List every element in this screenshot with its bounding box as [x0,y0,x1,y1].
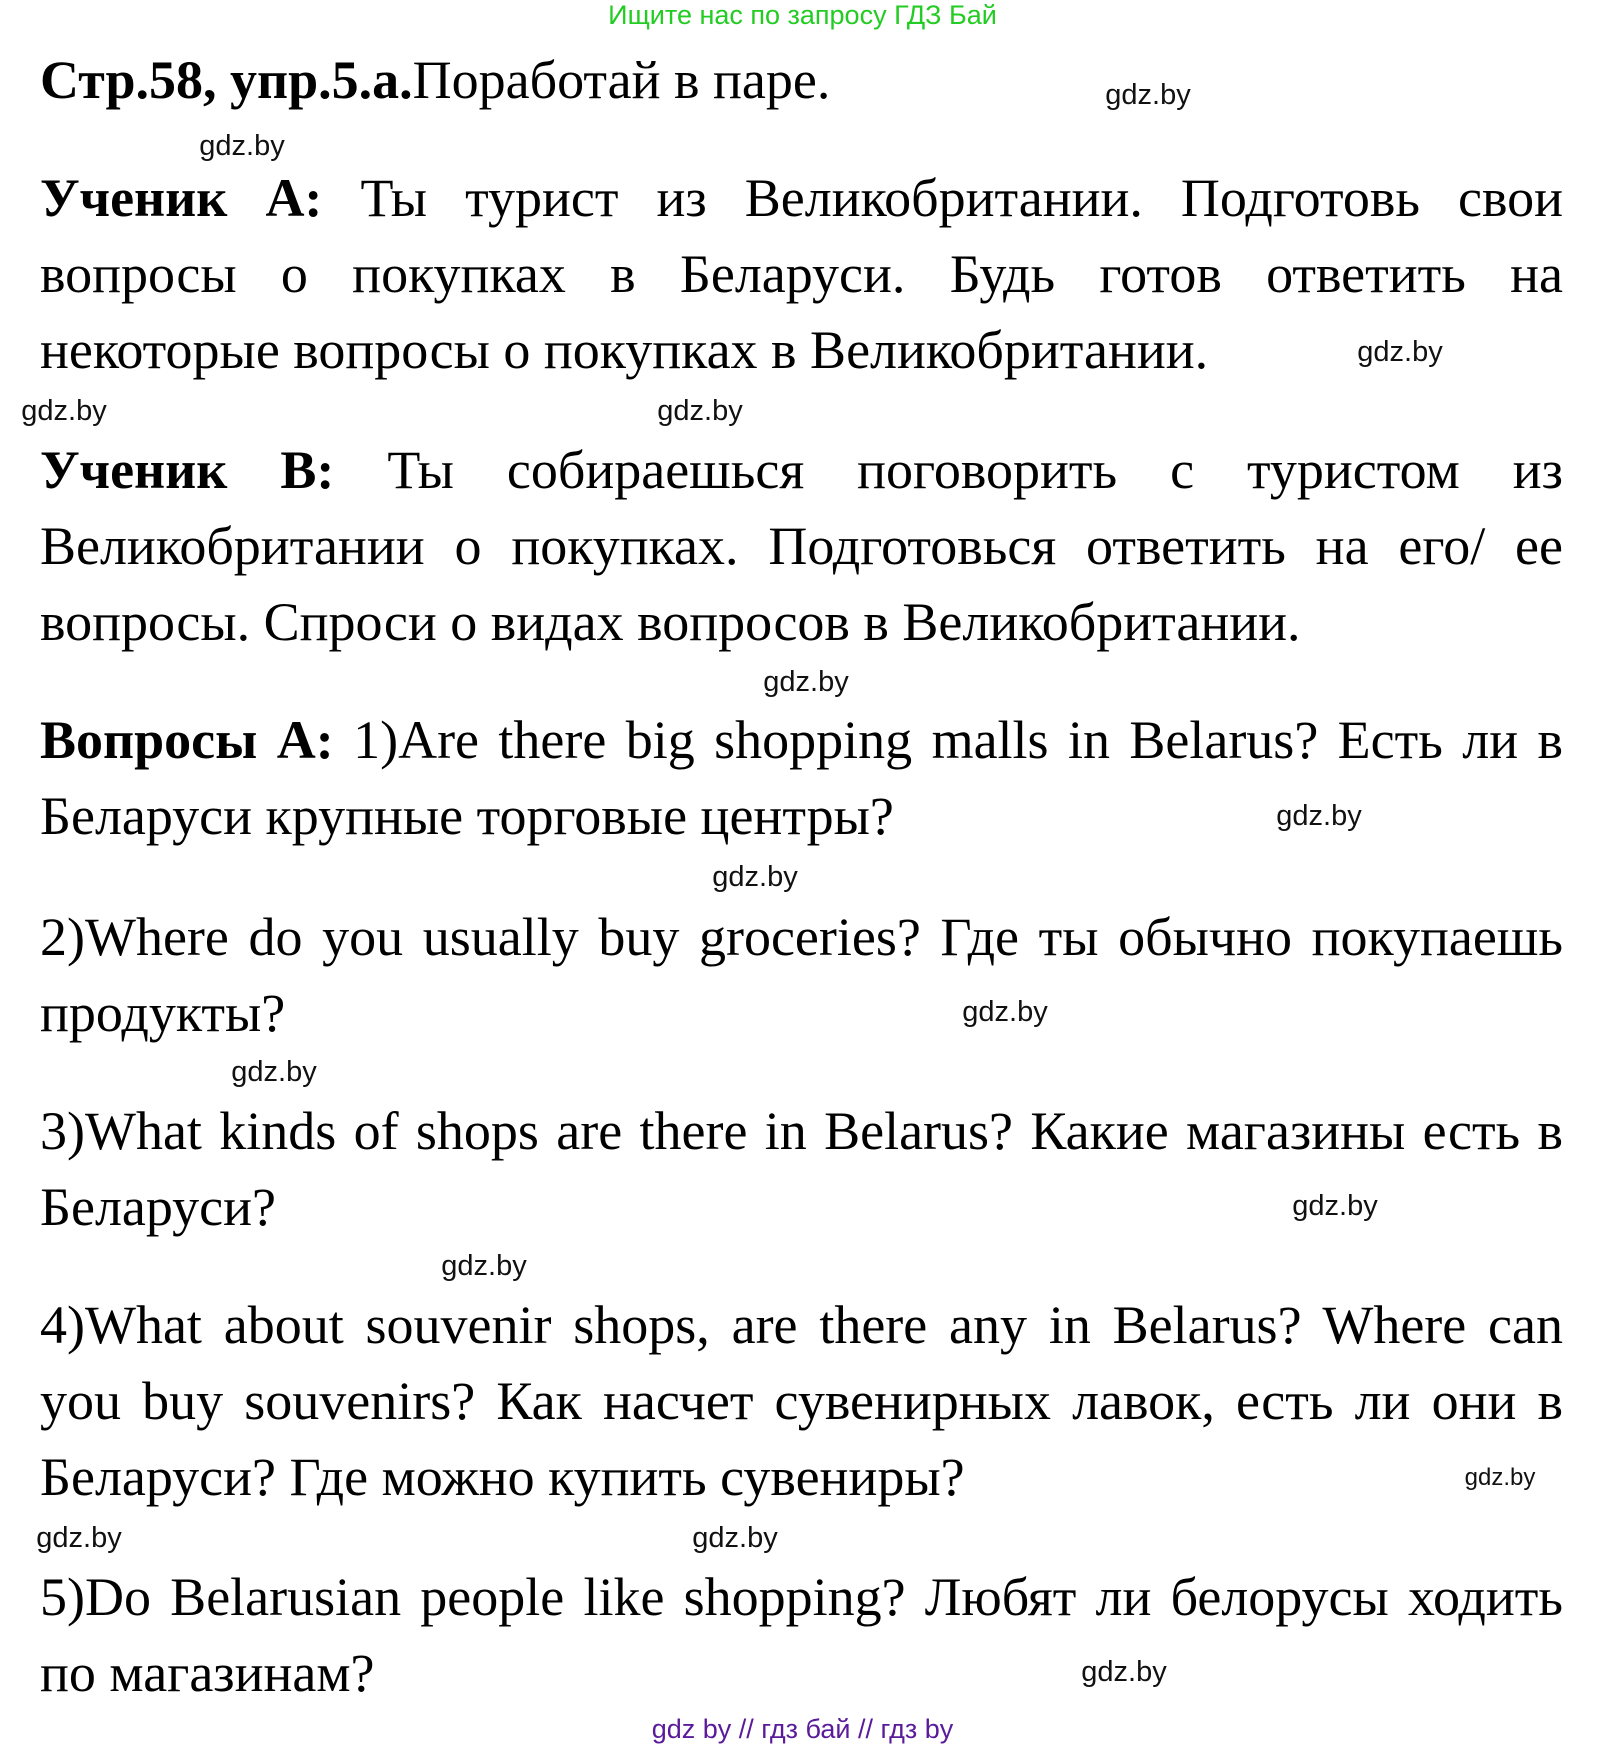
student-b-paragraph [40,432,1563,660]
question-text: 1)Are there big shopping malls in Belarus? Есть ли в Беларуси крупные торговые центры? [40,710,1564,846]
student-b-label: Ученик В: [40,440,335,500]
watermark: gdz.by [1276,800,1362,832]
question-3: 3)What kinds of shops are there in Belarus? Какие магазины есть в Беларуси? [40,1101,1563,1237]
question-5: 5)Do Belarusian people like shopping? Любят ли белорусы ходить по магазинам? [40,1567,1563,1703]
watermark: gdz.by [1081,1656,1167,1688]
watermark: gdz.by [21,395,107,427]
watermark: gdz.by [441,1250,527,1282]
watermark: gdz.by [1292,1190,1378,1222]
watermark: gdz.by [692,1522,778,1554]
student-a-label: Ученик А: [40,168,323,228]
question-4: 4)What about souvenir shops, are there any in Belarus? Where can you buy souvenirs? Как насчет сувенирных лавок, есть ли они в Беларуси? Где можно купить сувениры? [40,1295,1563,1507]
watermark: gdz.by [1464,1464,1536,1491]
watermark: gdz.by [1357,336,1443,368]
exercise-number: Стр.58, упр.5.а. [40,50,413,110]
page-title [40,48,830,112]
question-2: 2)Where do you usually buy groceries? Где ты обычно покупаешь продукты? [40,907,1563,1043]
watermark: gdz.by [1105,79,1191,111]
exercise-instruction: Поработай в паре. [412,50,831,110]
search-hint-banner: Ищите нас по запросу ГДЗ Бай [608,0,997,30]
footer-watermark: gdz by // гдз бай // гдз by [651,1714,954,1744]
watermark: gdz.by [712,861,798,893]
watermark: gdz.by [763,666,849,698]
watermark: gdz.by [962,996,1048,1028]
questions-label: Вопросы А: [40,710,334,770]
watermark: gdz.by [36,1522,122,1554]
watermark: gdz.by [657,395,743,427]
student-b-text: Ты собираешься поговорить с туристом из Великобритании о покупках. Подготовься ответить на его/ ее вопросы. Спроси о видах вопросов в Великобритании. [40,440,1563,652]
student-a-text: Ты турист из Великобритании. Подготовь свои вопросы о покупках в Беларуси. Будь готов ответить на некоторые вопросы о покупках в Великобритании. [40,168,1563,380]
student-a-paragraph [40,160,1563,388]
watermark: gdz.by [231,1056,317,1088]
watermark: gdz.by [199,130,285,162]
